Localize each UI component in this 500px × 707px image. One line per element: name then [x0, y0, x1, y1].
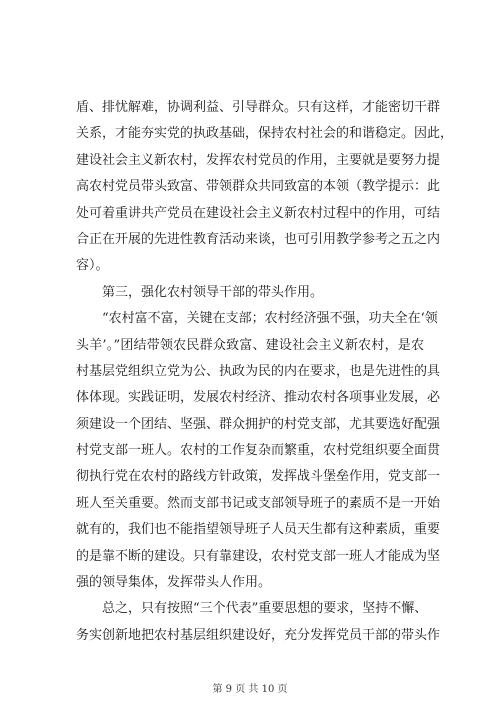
text-line: 须建设一个团结、坚强、群众拥护的村党支部，尤其要选好配强	[76, 416, 441, 432]
page-number-footer: 第 9 页 共 10 页	[212, 684, 288, 695]
text-line: 村基层党组织立党为公、执政为民的内在要求，也是先进性的具	[76, 363, 441, 379]
section-heading: 第三，强化农村领导干部的带头作用。	[102, 284, 324, 300]
text-line: 处可着重讲共产党员在建设社会主义新农村过程中的作用，可结	[76, 205, 441, 221]
text-line: 盾、排忧解难，协调利益、引导群众。只有这样，才能密切干群	[76, 100, 441, 115]
text-line: 班人至关重要。然而支部书记或支部领导班子的素质不是一开始	[76, 495, 441, 511]
text-line: 头羊’。”团结带领农民群众致富、建设社会主义新农村，是农	[76, 337, 424, 353]
text-line: 彻执行党在农村的路线方针政策，发挥战斗堡垒作用，党支部一	[76, 469, 441, 485]
text-line: “农村富不富，关键在支部；农村经济强不强，功夫全在‘领	[102, 311, 438, 327]
text-line: 建设社会主义新农村，发挥农村党员的作用，主要就是要努力提	[76, 152, 441, 168]
text-line: 容）。	[76, 258, 109, 274]
text-line: 就有的，我们也不能指望领导班子人员天生都有这种素质，重要	[76, 522, 441, 538]
text-line: 村党支部一班人。农村的工作复杂而繁重，农村党组织要全面贯	[76, 443, 441, 459]
text-line: 总之，只有按照“三个代表”重要思想的要求，坚持不懈、	[102, 601, 428, 617]
text-line: 高农村党员带头致富、带领群众共同致富的本领（教学提示：此	[76, 179, 441, 195]
text-line: 体体现。实践证明，发展农村经济、推动农村各项事业发展，必	[76, 390, 441, 406]
body-text	[76, 95, 454, 649]
text-line: 强的领导集体，发挥带头人作用。	[76, 575, 272, 591]
text-line: 务实创新地把农村基层组织建设好，充分发挥党员干部的带头作	[76, 627, 441, 643]
text-line: 的是靠不断的建设。只有靠建设，农村党支部一班人才能成为坚	[76, 548, 441, 564]
text-line: 合正在开展的先进性教育活动来谈，也可引用教学参考之五之内	[76, 231, 441, 247]
text-line: 关系，才能夯实党的执政基础，保持农村社会的和谐稳定。因此，	[76, 126, 454, 142]
